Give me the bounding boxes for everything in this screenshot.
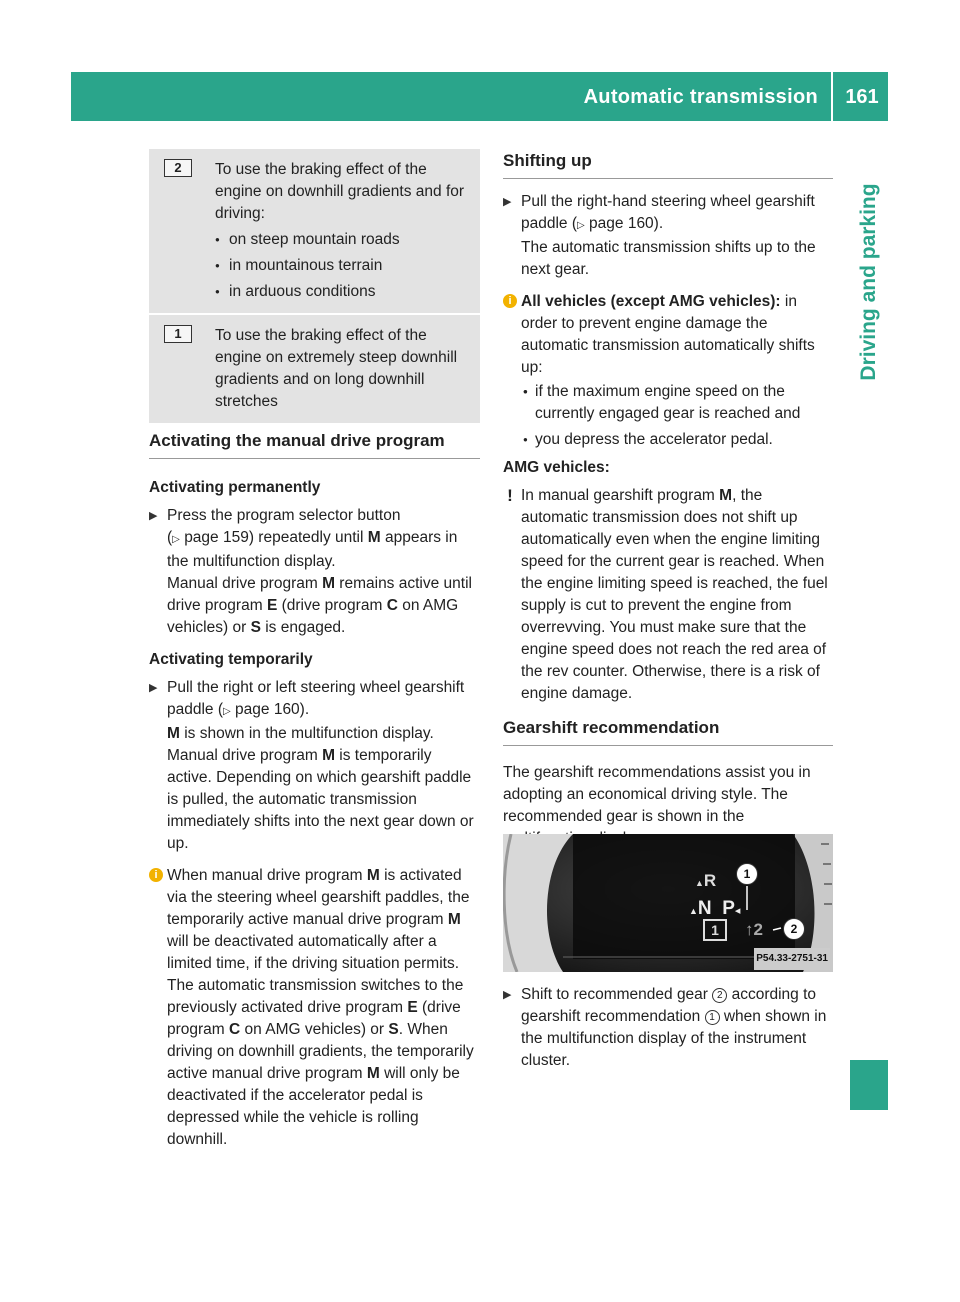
gear-p: P [722,898,735,919]
warning-note [503,485,833,705]
list-item: ● you depress the accelerator pedal. [523,431,773,448]
text: Press the program selector button [167,507,401,524]
text: page 160). [235,701,310,718]
info-note [503,291,833,379]
text: will be deactivated automatically after a limited time, if the driving situation permits. The automatic transmission switches to the previously activated drive program [167,933,464,1016]
text: is temporarily active. Depending on which gearshift paddle is pulled, the automatic transmission immediately shifts into the next gear down or up. [167,747,474,852]
instruction-step [503,984,833,1072]
text: , the automatic transmission does not shift up automatically even when the engine limiting speed for the current gear is reached. When the engine limiting speed is reached, the fuel supply is cut to prevent the engine from overrevving. You must make sure that the engine speed does not reach the red area of the rev counter. Otherwise, there is a risk of engine damage. [521,487,828,702]
program-letter: E [266,597,278,614]
program-letter: M [447,911,461,928]
info-icon: i [149,868,163,882]
gear-description: To use the braking effect of the engine on downhill gradients and for driving: [215,161,465,222]
list-item: ● in mountainous terrain [215,255,474,277]
gear-key-1: 1 [164,325,192,343]
program-letter: C [386,597,398,614]
amg-label: AMG vehicles: [503,459,610,476]
figure-code: P54.33-2751-31 [754,948,830,970]
gear-row [149,149,480,313]
section-heading: Activating the manual drive program [149,430,480,459]
gear-description: To use the braking effect of the engine on extremely steep downhill gradients and on long downhill stretches [215,327,458,410]
program-letter: M [322,747,335,764]
program-letter: M [167,725,180,742]
text: in order to prevent engine damage the automatic transmission automatically shifts up: [521,293,815,376]
text: (drive program [277,597,387,614]
text: . When driving on downhill gradients, the temporarily active manual drive program [167,1021,474,1082]
instruction-step: ▶ Press the program selector button (▷ page 159) repeatedly until M appears in the multifunction display. Manual drive program M remains active until drive program E (drive program C on AMG vehicles) or S is engaged. [149,505,480,639]
warning-icon: ! [507,486,513,505]
text: page 159) repeatedly until [184,529,368,546]
list-item: ● in arduous conditions [215,281,474,303]
subheading: Activating permanently [149,479,321,496]
program-letter: S [250,619,261,636]
text: In manual gearshift program [521,487,720,504]
callout-ref-1: 1 [705,1010,720,1025]
text: when shown in the multifunction display of the instrument cluster. [521,1008,827,1069]
callout-2: 2 [783,918,805,940]
recommended-gear: 2 [753,920,763,939]
section-heading: Gearshift recommendation [503,717,833,746]
text: is engaged. [260,619,346,636]
paragraph: The gearshift recommendations assist you in adopting an economical driving style. The recommended gear is shown in the [503,764,811,825]
program-letter: M [366,1065,380,1082]
text: The automatic transmission shifts up to the next gear. [521,239,816,278]
section-title: Automatic transmission [583,86,818,108]
page-ref-icon: ▷ [577,220,585,231]
section-heading: Shifting up [503,150,833,179]
program-letter: E [407,999,418,1016]
program-letter: C [229,1021,241,1038]
header-divider [831,72,833,121]
text: Manual drive program [167,575,323,592]
text: Shift to recommended gear [521,986,713,1003]
text: according to gearshift recommendation [521,986,817,1025]
gear-r: R [703,871,717,890]
page-ref-icon: ▷ [223,706,231,717]
list-item: ● on steep mountain roads [215,229,474,251]
text: When manual drive program [167,867,367,884]
callout-1: 1 [736,863,758,885]
text: All vehicles (except AMG vehicles): [521,293,781,310]
program-letter: M [322,575,335,592]
program-letter: S [388,1021,399,1038]
text: will only be deactivated if the accelerator pedal is depressed while the vehicle is rolling downhill. [167,1065,460,1148]
left-column [149,430,480,1151]
page-ref-icon: ▷ [172,534,180,545]
chapter-marker [850,1060,888,1110]
text: remains active until drive program [167,575,472,614]
text: on AMG vehicles) or [167,597,459,636]
instrument-cluster-photo: ▲R ▲N P◂ 1 ↑2 1 2 P54.33-2751-31 [503,834,833,972]
gear-box: 1 [703,919,727,941]
instruction-step [503,191,833,281]
program-letter: M [366,867,380,884]
program-letter: M [367,529,381,546]
text: (drive program [167,999,461,1038]
list-item: ● ● if the maximum engine speed on the currently engaged gear is reached and [503,381,833,425]
info-icon: i [503,294,517,308]
instruction-step [149,677,480,855]
text: you depress the accelerator pedal. [535,431,773,448]
text: page 160). [589,215,664,232]
text: is activated via the steering wheel gearshift paddles, the temporarily active manual drive program [167,867,470,928]
text: if the maximum engine speed on the currently engaged gear is reached and [535,383,801,422]
text: on AMG vehicles) or [240,1021,389,1038]
text: Pull the right-hand steering wheel gearshift paddle ( [521,193,815,232]
program-letter: M [719,487,733,504]
text: Pull the right or left steering wheel gearshift paddle ( [167,679,465,718]
gear-n: N [697,898,712,919]
page-number: 161 [845,86,879,108]
gear-table [149,149,480,423]
text: Manual drive program [167,747,323,764]
subheading: Activating temporarily [149,651,313,668]
callout-ref-2: 2 [712,988,727,1003]
gear-row [149,315,480,423]
right-column [503,150,833,850]
gear-key-2: 2 [164,159,192,177]
text: appears in the multifunction display. [167,529,458,570]
text: is shown in the multifunction display. [179,725,434,742]
chapter-tab-label: Driving and parking [857,183,880,381]
info-note [149,865,480,1151]
